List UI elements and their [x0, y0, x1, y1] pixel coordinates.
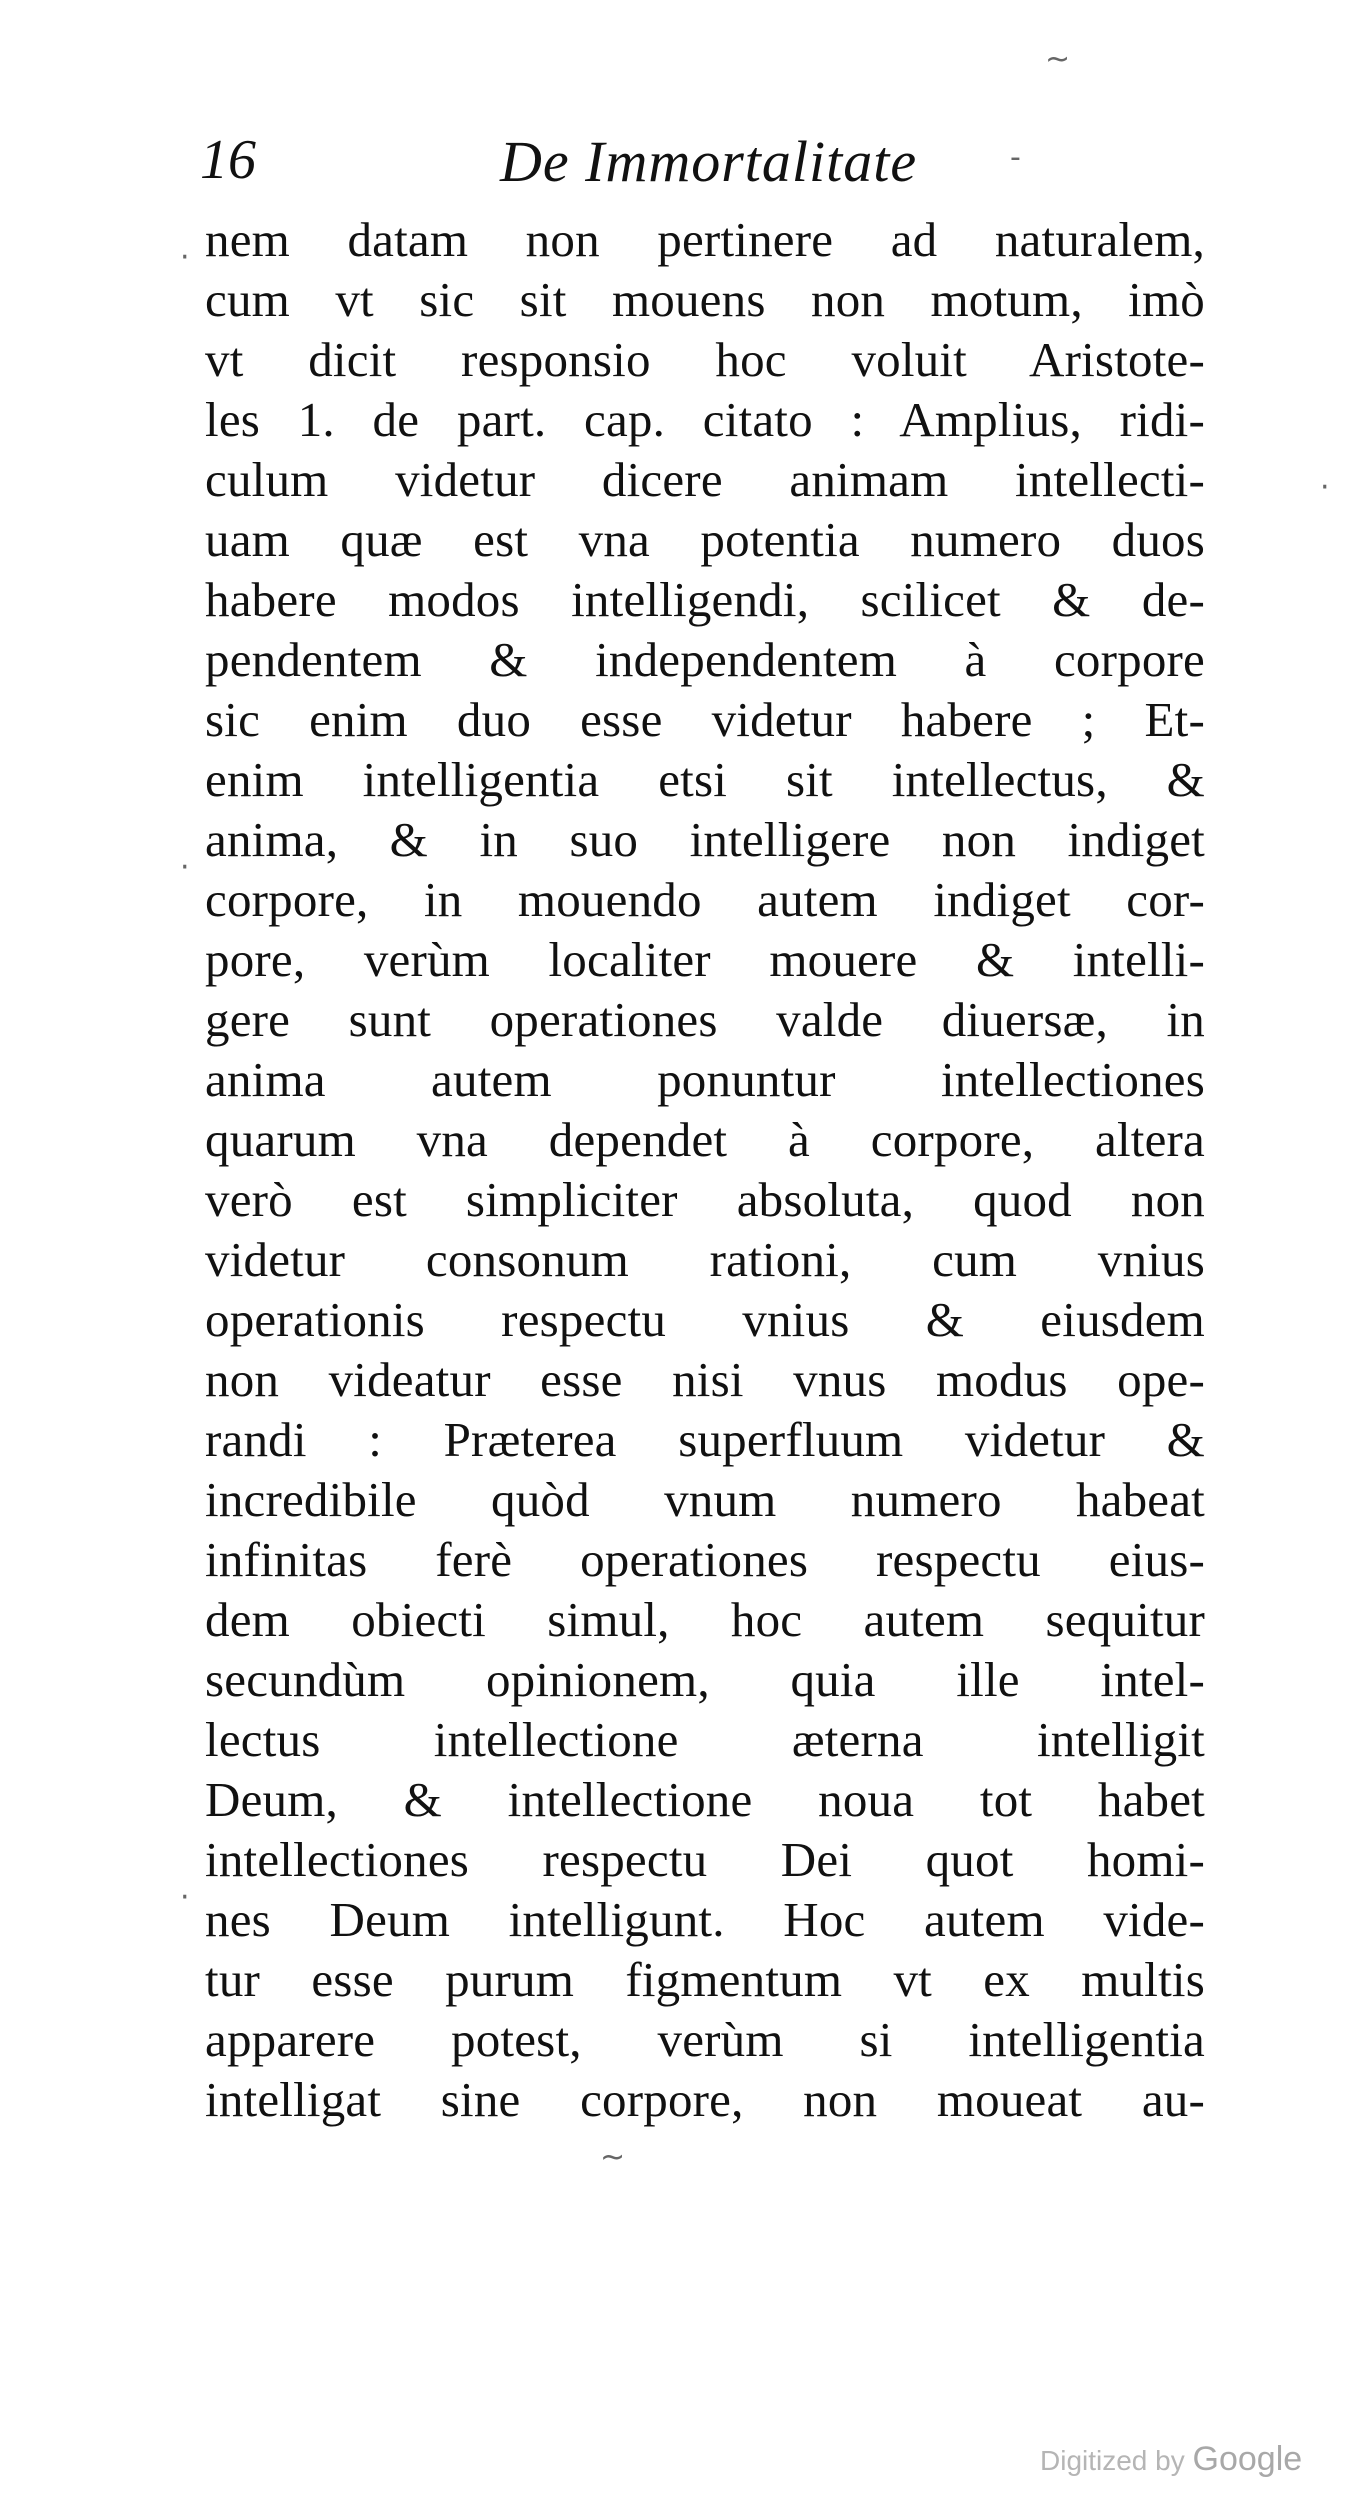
watermark-prefix: Digitized by: [1040, 2445, 1185, 2476]
page-number: 16: [200, 129, 256, 191]
text-line: verò est simpliciter absoluta, quod non: [205, 1172, 1205, 1227]
ink-speck: ~: [1045, 42, 1071, 77]
text-line: lectus intellectione æterna intelligit: [205, 1712, 1205, 1767]
text-line: sic enim duo esse videtur habere ; Et-: [205, 692, 1205, 747]
ink-speck: ~: [600, 2140, 626, 2175]
text-line: enim intelligentia etsi sit intellectus, &: [205, 752, 1205, 807]
text-line: tur esse purum figmentum vt ex multis: [205, 1952, 1205, 2007]
text-line: quarum vna dependet à corpore, altera: [205, 1112, 1205, 1167]
text-line: intelligat sine corpore, non moueat au-: [205, 2072, 1205, 2127]
text-line: nes Deum intelligunt. Hoc autem vide-: [205, 1892, 1205, 1947]
body-text: [205, 210, 1205, 2130]
text-line: infinitas ferè operationes respectu eius-: [205, 1532, 1205, 1587]
text-line: anima, & in suo intelligere non indiget: [205, 812, 1205, 867]
running-head: De Immortalitate: [500, 129, 918, 194]
text-line: habere modos intelligendi, scilicet & de-: [205, 572, 1205, 627]
ink-speck: ·: [1320, 470, 1330, 505]
text-line: non videatur esse nisi vnus modus ope-: [205, 1352, 1205, 1407]
text-line: culum videtur dicere animam intellecti-: [205, 452, 1205, 507]
digitized-watermark: [1040, 2440, 1302, 2479]
text-line: nem datam non pertinere ad naturalem,: [205, 212, 1205, 267]
text-line: intellectiones respectu Dei quot homi-: [205, 1832, 1205, 1887]
text-line: les 1. de part. cap. citato : Amplius, ridi-: [205, 392, 1205, 447]
text-line: dem obiecti simul, hoc autem sequitur: [205, 1592, 1205, 1647]
ink-speck: ·: [180, 850, 190, 885]
text-line: vt dicit responsio hoc voluit Aristote-: [205, 332, 1205, 387]
text-line: cum vt sic sit mouens non motum, imò: [205, 272, 1205, 327]
page-header: [200, 128, 1200, 208]
text-line: incredibile quòd vnum numero habeat: [205, 1472, 1205, 1527]
ink-speck: ·: [180, 1880, 190, 1915]
text-line: apparere potest, verùm si intelligentia: [205, 2012, 1205, 2067]
text-line: randi : Præterea superfluum videtur &: [205, 1412, 1205, 1467]
text-line: secundùm opinionem, quia ille intel-: [205, 1652, 1205, 1707]
text-line: pore, verùm localiter mouere & intelli-: [205, 932, 1205, 987]
watermark-brand: Google: [1192, 2440, 1303, 2478]
text-line: anima autem ponuntur intellectiones: [205, 1052, 1205, 1107]
text-line: corpore, in mouendo autem indiget cor-: [205, 872, 1205, 927]
ink-speck: ·: [180, 240, 190, 275]
text-line: videtur consonum rationi, cum vnius: [205, 1232, 1205, 1287]
text-line: operationis respectu vnius & eiusdem: [205, 1292, 1205, 1347]
text-line: pendentem & independentem à corpore: [205, 632, 1205, 687]
text-line: gere sunt operationes valde diuersæ, in: [205, 992, 1205, 1047]
text-line: Deum, & intellectione noua tot habet: [205, 1772, 1205, 1827]
text-line: uam quæ est vna potentia numero duos: [205, 512, 1205, 567]
ink-speck: -: [1010, 140, 1021, 175]
